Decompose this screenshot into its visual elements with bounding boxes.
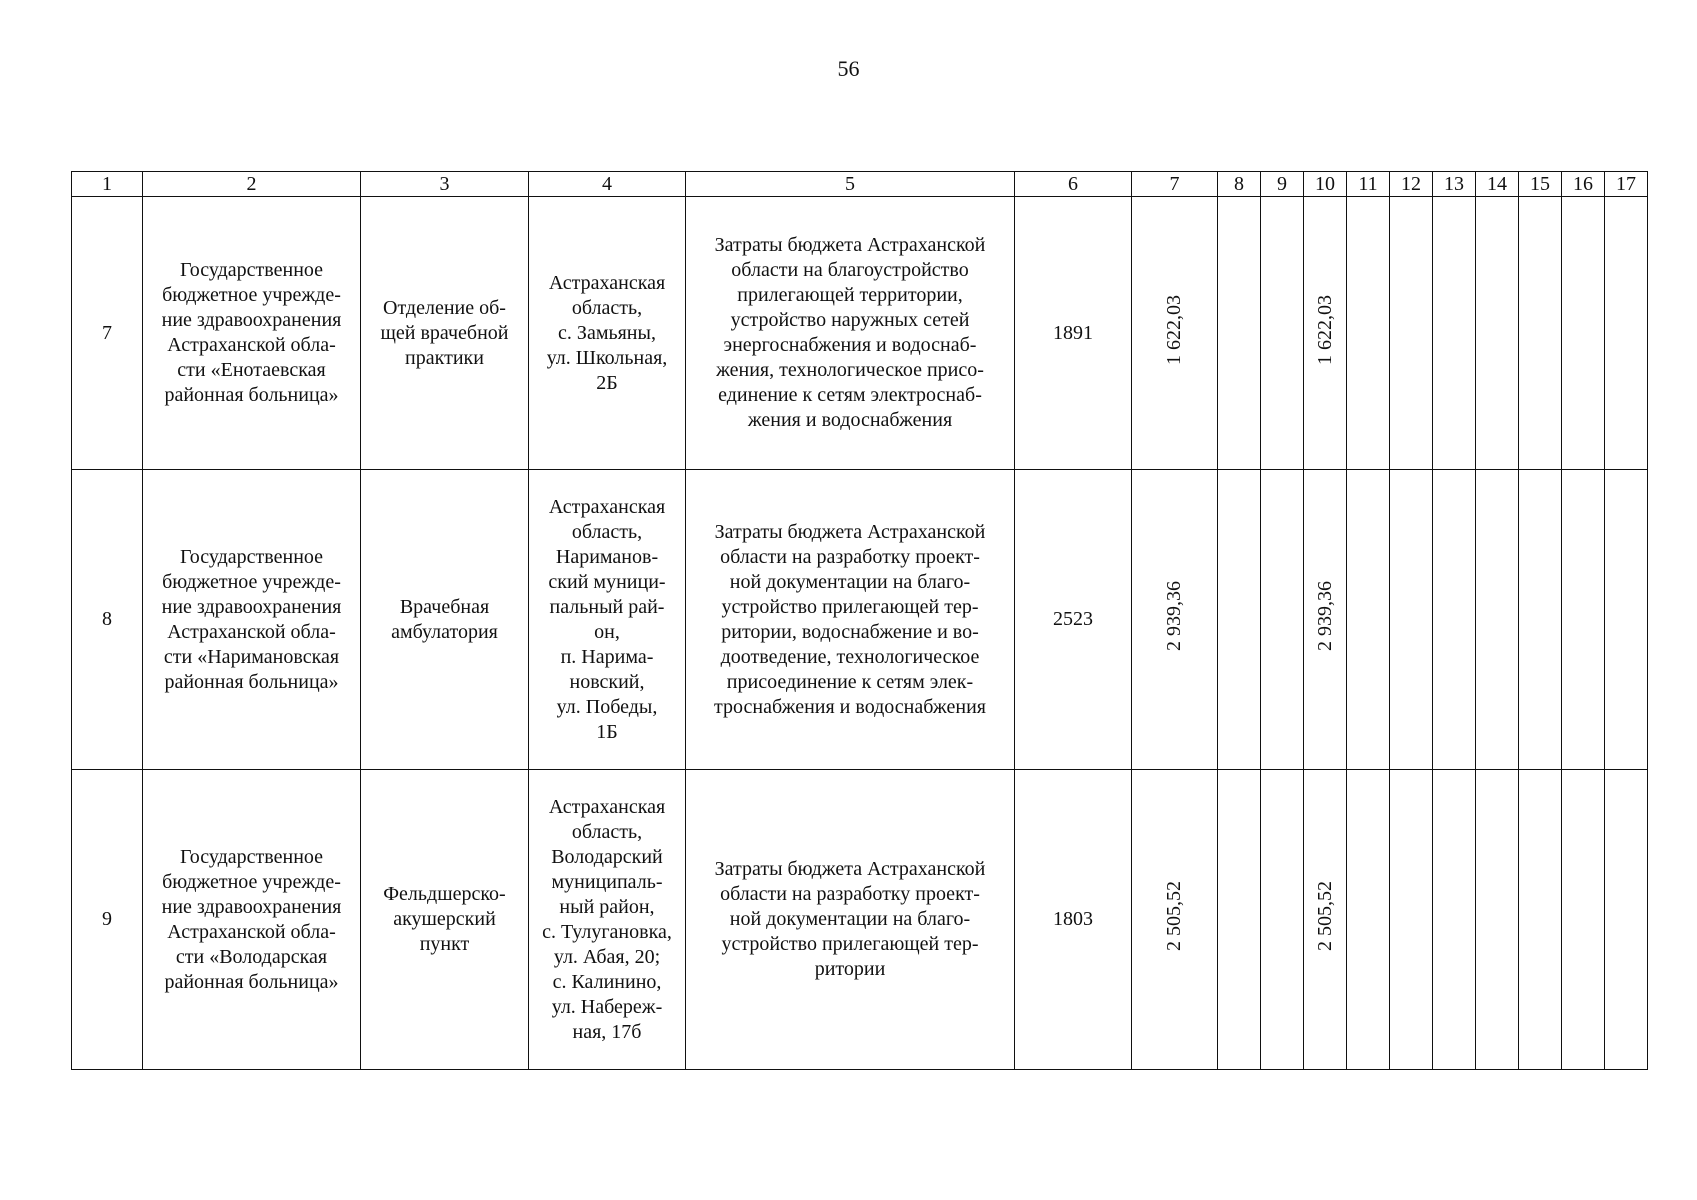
- empty-cell: [1562, 770, 1605, 1070]
- empty-cell: [1390, 197, 1433, 470]
- page-number: 56: [837, 56, 860, 81]
- table-row: [72, 770, 1648, 1070]
- table-row: [72, 197, 1648, 470]
- empty-cell: [1519, 770, 1562, 1070]
- col7-cell: [1132, 197, 1218, 470]
- description-cell: Затраты бюджета Астраханской области на разработку проект- ной документации на благо- устройство прилегающей тер- ритории, водоснабжение и во- доотведение, технологическое присоединение к сетям элек- троснабжения и водоснабжения: [686, 470, 1015, 770]
- empty-cell: [1605, 770, 1648, 1070]
- col7-value: 2 505,52: [1163, 881, 1185, 951]
- empty-cell: [1218, 770, 1261, 1070]
- empty-cell: [1433, 770, 1476, 1070]
- column-number-row: [72, 172, 1648, 197]
- col10-value: 2 939,36: [1313, 581, 1336, 651]
- col6-cell: 1891: [1015, 197, 1132, 470]
- row-number: 8: [72, 470, 143, 770]
- column-number: 9: [1261, 172, 1304, 197]
- column-number: 14: [1476, 172, 1519, 197]
- column-number: 8: [1218, 172, 1261, 197]
- table-row: [72, 470, 1648, 770]
- col7-cell: [1132, 770, 1218, 1070]
- empty-cell: [1519, 197, 1562, 470]
- empty-cell: [1476, 470, 1519, 770]
- description-cell: Затраты бюджета Астраханской области на благоустройство прилегающей территории, устройство наружных сетей энергоснабжения и водоснаб- жения, технологическое присо- единение к сетям электроснаб- жения и водоснабжения: [686, 197, 1015, 470]
- column-number: 17: [1605, 172, 1648, 197]
- institution-cell: Государственное бюджетное учрежде- ние здравоохранения Астраханской обла- сти «Енотаевская районная больница»: [143, 197, 361, 470]
- col7-value: 2 939,36: [1163, 581, 1185, 651]
- column-number: 10: [1304, 172, 1347, 197]
- empty-cell: [1347, 770, 1390, 1070]
- facility-cell: Отделение об- щей врачебной практики: [361, 197, 529, 470]
- column-number: 6: [1015, 172, 1132, 197]
- col7-cell: [1132, 470, 1218, 770]
- empty-cell: [1218, 197, 1261, 470]
- empty-cell: [1390, 770, 1433, 1070]
- col10-value: 2 505,52: [1313, 881, 1336, 951]
- col10-value: 1 622,03: [1313, 294, 1336, 365]
- col10-cell: [1304, 470, 1347, 770]
- empty-cell: [1562, 470, 1605, 770]
- empty-cell: [1261, 470, 1304, 770]
- col6-cell: 1803: [1015, 770, 1132, 1070]
- empty-cell: [1261, 770, 1304, 1070]
- address-cell: Астраханская область, Нариманов- ский муници- пальный рай- он, п. Нарима- новский, ул. Победы, 1Б: [529, 470, 686, 770]
- col10-cell: [1304, 197, 1347, 470]
- col6-cell: 2523: [1015, 470, 1132, 770]
- column-number: 7: [1132, 172, 1218, 197]
- column-number: 13: [1433, 172, 1476, 197]
- institution-cell: Государственное бюджетное учрежде- ние здравоохранения Астраханской обла- сти «Володарская районная больница»: [143, 770, 361, 1070]
- empty-cell: [1347, 197, 1390, 470]
- empty-cell: [1261, 197, 1304, 470]
- facility-cell: Врачебная амбулатория: [361, 470, 529, 770]
- row-number: 7: [72, 197, 143, 470]
- empty-cell: [1476, 197, 1519, 470]
- column-number: 12: [1390, 172, 1433, 197]
- column-number: 1: [72, 172, 143, 197]
- column-number: 4: [529, 172, 686, 197]
- facility-cell: Фельдшерско- акушерский пункт: [361, 770, 529, 1070]
- description-cell: Затраты бюджета Астраханской области на разработку проект- ной документации на благо- устройство прилегающей тер- ритории: [686, 770, 1015, 1070]
- empty-cell: [1347, 470, 1390, 770]
- column-number: 16: [1562, 172, 1605, 197]
- column-number: 2: [143, 172, 361, 197]
- empty-cell: [1433, 470, 1476, 770]
- empty-cell: [1433, 197, 1476, 470]
- empty-cell: [1519, 470, 1562, 770]
- empty-cell: [1390, 470, 1433, 770]
- empty-cell: [1562, 197, 1605, 470]
- row-number: 9: [72, 770, 143, 1070]
- column-number: 5: [686, 172, 1015, 197]
- data-table: [71, 171, 1648, 1070]
- address-cell: Астраханская область, с. Замьяны, ул. Школьная, 2Б: [529, 197, 686, 470]
- empty-cell: [1476, 770, 1519, 1070]
- address-cell: Астраханская область, Володарский муниципаль- ный район, с. Тулугановка, ул. Абая, 20; с. Калинино, ул. Набереж- ная, 17б: [529, 770, 686, 1070]
- col10-cell: [1304, 770, 1347, 1070]
- column-number: 3: [361, 172, 529, 197]
- column-number: 11: [1347, 172, 1390, 197]
- column-number: 15: [1519, 172, 1562, 197]
- empty-cell: [1218, 470, 1261, 770]
- empty-cell: [1605, 470, 1648, 770]
- empty-cell: [1605, 197, 1648, 470]
- institution-cell: Государственное бюджетное учрежде- ние здравоохранения Астраханской обла- сти «Наримановская районная больница»: [143, 470, 361, 770]
- col7-value: 1 622,03: [1163, 294, 1185, 365]
